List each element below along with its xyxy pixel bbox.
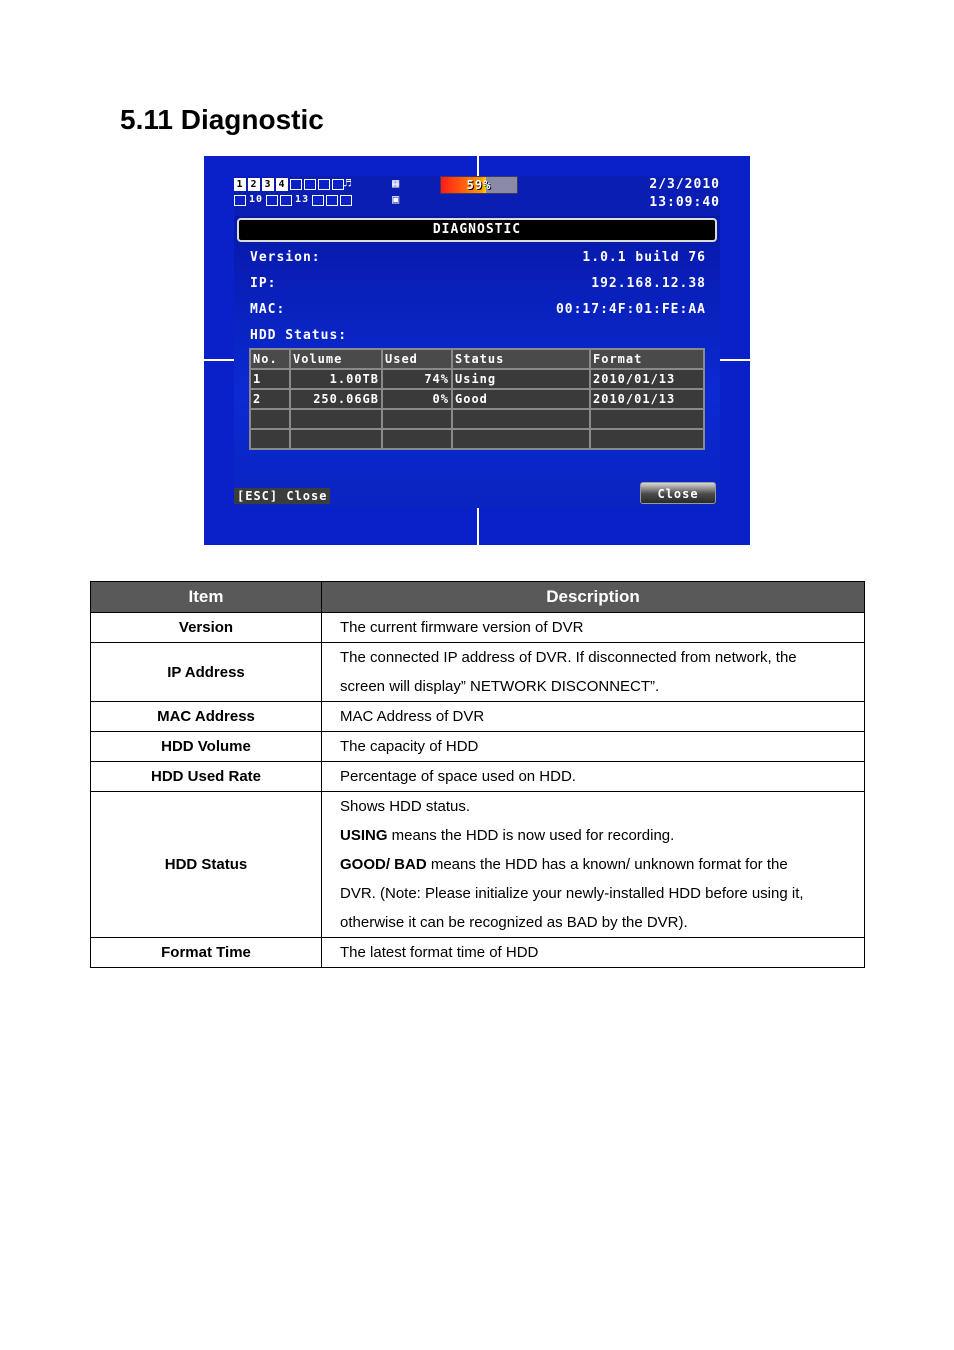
- row-item: HDD Used Rate: [91, 762, 322, 792]
- hdd-cell: [452, 409, 590, 429]
- hdd-table-row: [250, 429, 704, 449]
- hdd-cell: 1: [250, 369, 290, 389]
- hdd-table-row: [250, 409, 704, 429]
- hdd-col-used: Used: [382, 349, 452, 369]
- hdd-cell: 2010/01/13: [590, 369, 704, 389]
- channel-row-1: [234, 178, 352, 191]
- row-item: HDD Status: [91, 792, 322, 938]
- section-heading: 5.11 Diagnostic: [120, 104, 324, 135]
- description-line: Shows HDD status.: [340, 798, 471, 815]
- keyword-using: USING: [340, 827, 388, 844]
- description-line: [340, 821, 856, 850]
- hdd-cell: 0%: [382, 389, 452, 409]
- channel-2[interactable]: 2: [248, 178, 260, 191]
- hdd-col-no: No.: [250, 349, 290, 369]
- hdd-cell: 250.06GB: [290, 389, 382, 409]
- hdd-col-format: Format: [590, 349, 704, 369]
- good-bad-text: means the HDD has a known/ unknown format for the: [426, 856, 788, 873]
- hdd-cell: [250, 409, 290, 429]
- description-line: screen will display” NETWORK DISCONNECT”.: [340, 678, 660, 695]
- row-item: Format Time: [91, 938, 322, 968]
- hdd-cell: Using: [452, 369, 590, 389]
- camera-icon: [234, 195, 246, 206]
- hdd-col-status: Status: [452, 349, 590, 369]
- header-description: Description: [322, 582, 865, 613]
- hdd-cell: [290, 409, 382, 429]
- hdd-cell: 1.00TB: [290, 369, 382, 389]
- row-description: The capacity of HDD: [322, 732, 865, 762]
- hdd-table-row: [250, 389, 704, 409]
- row-description: The current firmware version of DVR: [322, 613, 865, 643]
- keyword-good-bad: GOOD/ BAD: [340, 856, 427, 873]
- hdd-cell: 74%: [382, 369, 452, 389]
- hdd-cell: [290, 429, 382, 449]
- table-row: [91, 643, 865, 702]
- esc-close-hint[interactable]: [ESC] Close: [234, 488, 330, 504]
- dialog-title: DIAGNOSTIC: [237, 218, 717, 242]
- using-text: means the HDD is now used for recording.: [387, 827, 675, 844]
- camera-icon: [312, 195, 324, 206]
- row-description: [322, 643, 865, 702]
- camera-icon: [326, 195, 338, 206]
- channel-13[interactable]: 13: [295, 194, 310, 205]
- row-item: IP Address: [91, 643, 322, 702]
- row-item: MAC Address: [91, 702, 322, 732]
- camera-icon: [290, 179, 302, 190]
- channel-row-2: [234, 193, 352, 207]
- version-value: 1.0.1 build 76: [582, 250, 706, 265]
- row-description: MAC Address of DVR: [322, 702, 865, 732]
- close-button[interactable]: Close: [640, 482, 716, 504]
- hdd-usage-text: 59%: [466, 178, 492, 192]
- hdd-cell: [452, 429, 590, 449]
- hdd-cell: [382, 409, 452, 429]
- camera-icon: [280, 195, 292, 206]
- description-line: otherwise it can be recognized as BAD by the DVR).: [340, 914, 688, 931]
- mac-value: 00:17:4F:01:FE:AA: [555, 302, 706, 317]
- camera-icon: [266, 195, 278, 206]
- table-row: [91, 938, 865, 968]
- hdd-cell: [590, 409, 704, 429]
- hdd-usage-bar: [440, 176, 518, 194]
- hdd-status-label: HDD Status:: [250, 328, 348, 343]
- table-header: [91, 582, 865, 613]
- clock: [649, 176, 720, 212]
- channel-3[interactable]: 3: [262, 178, 274, 191]
- hdd-cell: [590, 429, 704, 449]
- camera-icon: [332, 179, 344, 190]
- ip-value: 192.168.12.38: [591, 276, 706, 291]
- hdd-cell: 2010/01/13: [590, 389, 704, 409]
- hdd-table: [249, 348, 705, 450]
- speaker-icon: ♬: [344, 176, 353, 190]
- ip-label: IP:: [250, 276, 277, 291]
- date: 2/3/2010: [649, 177, 720, 192]
- description-line: [340, 850, 856, 879]
- description-line: DVR. (Note: Please initialize your newly-installed HDD before using it,: [340, 885, 804, 902]
- row-item: Version: [91, 613, 322, 643]
- table-row: [91, 792, 865, 938]
- camera-icon: [318, 179, 330, 190]
- description-table: [90, 581, 865, 968]
- row-description: Percentage of space used on HDD.: [322, 762, 865, 792]
- hdd-col-volume: Volume: [290, 349, 382, 369]
- hdd-table-header: [250, 349, 704, 369]
- table-row: [91, 732, 865, 762]
- header-item: Item: [91, 582, 322, 613]
- row-description: The latest format time of HDD: [322, 938, 865, 968]
- hdd-cell: 2: [250, 389, 290, 409]
- channel-4[interactable]: 4: [276, 178, 288, 191]
- description-line: The connected IP address of DVR. If disconnected from network, the: [340, 649, 797, 666]
- channel-10[interactable]: 10: [249, 194, 264, 205]
- hdd-cell: Good: [452, 389, 590, 409]
- row-description: [322, 792, 865, 938]
- table-row: [91, 613, 865, 643]
- hdd-cell: [382, 429, 452, 449]
- channel-grid: [234, 178, 352, 207]
- row-item: HDD Volume: [91, 732, 322, 762]
- table-row: [91, 762, 865, 792]
- version-label: Version:: [250, 250, 321, 265]
- table-row: [91, 702, 865, 732]
- camera-icon: [304, 179, 316, 190]
- record-icon: ▣: [392, 192, 401, 206]
- mac-label: MAC:: [250, 302, 286, 317]
- channel-1[interactable]: 1: [234, 178, 246, 191]
- hdd-table-row: [250, 369, 704, 389]
- network-icon: ▦: [392, 176, 401, 190]
- camera-icon: [340, 195, 352, 206]
- time: 13:09:40: [649, 195, 720, 210]
- hdd-cell: [250, 429, 290, 449]
- diagnostic-screenshot: [204, 156, 750, 545]
